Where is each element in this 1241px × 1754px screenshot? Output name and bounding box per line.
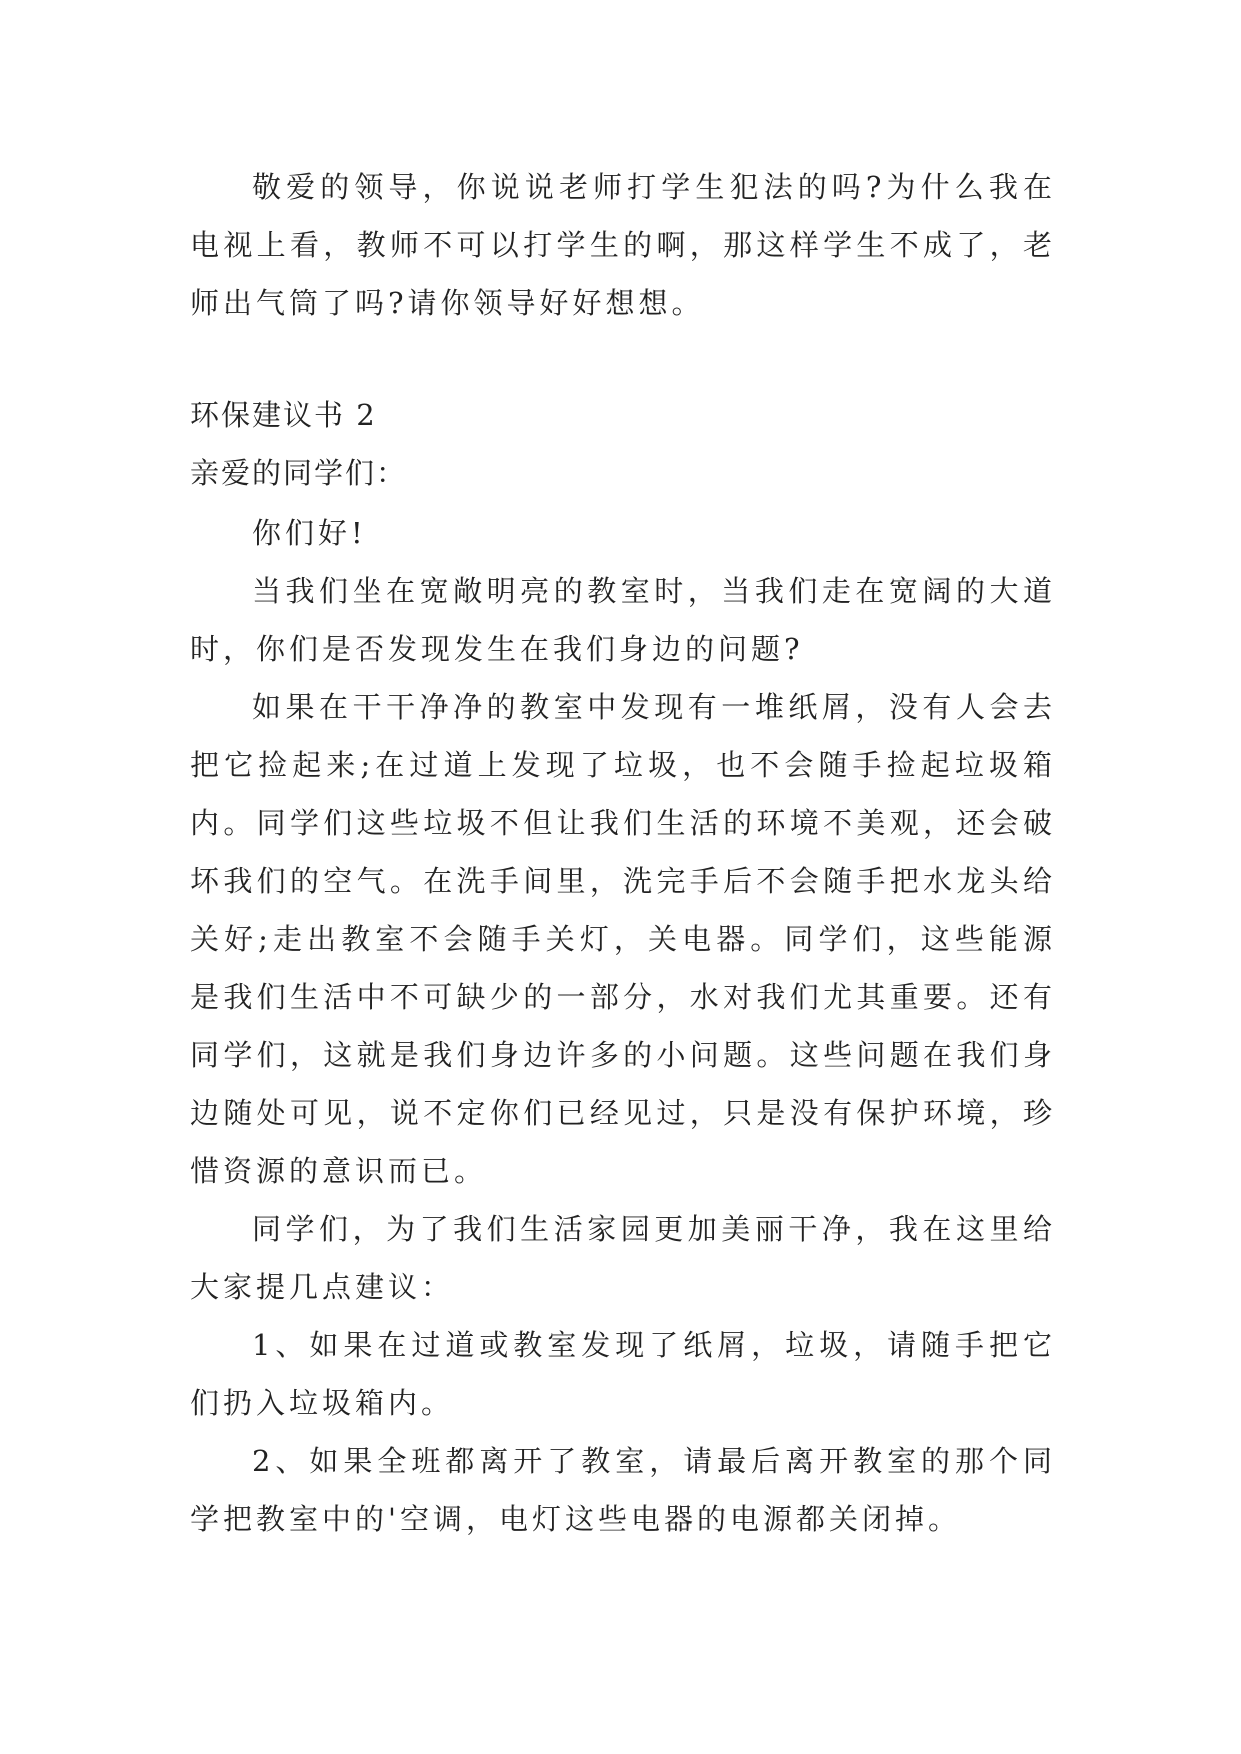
paragraph-suggestions-intro: 同学们，为了我们生活家园更加美丽干净，我在这里给大家提几点建议： [190, 1212, 1056, 1304]
section-heading: 环保建议书 2 [190, 398, 377, 432]
greeting: 你们好! [252, 516, 367, 550]
paragraph-problems: 如果在干干净净的教室中发现有一堆纸屑，没有人会去把它捡起来;在过道上发现了垃圾，也不会随手捡起垃圾箱内。同学们这些垃圾不但让我们生活的环境不美观，还会破坏我们的空气。在洗手间里，洗完手后不会随手把水龙头给关好;走出教室不会随手关灯，关电器。同学们，这些能源是我们生活中不可缺少的一部分，水对我们尤其重要。还有同学们，这就是我们身边许多的小问题。这些问题在我们身边随处可见，说不定你们已经见过，只是没有保护环境，珍惜资源的意识而已。 [190, 690, 1056, 1188]
salutation: 亲爱的同学们： [190, 456, 408, 490]
suggestion-item-1: 1、如果在过道或教室发现了纸屑，垃圾，请随手把它们扔入垃圾箱内。 [190, 1328, 1056, 1420]
suggestion-item-2: 2、如果全班都离开了教室，请最后离开教室的那个同学把教室中的'空调，电灯这些电器的电源都关闭掉。 [190, 1444, 1056, 1536]
paragraph-classroom: 当我们坐在宽敞明亮的教室时，当我们走在宽阔的大道时，你们是否发现发生在我们身边的问题? [190, 574, 1056, 666]
paragraph-letter-to-leader: 敬爱的领导，你说说老师打学生犯法的吗?为什么我在电视上看，教师不可以打学生的啊，那这样学生不成了，老师出气筒了吗?请你领导好好想想。 [190, 170, 1056, 320]
